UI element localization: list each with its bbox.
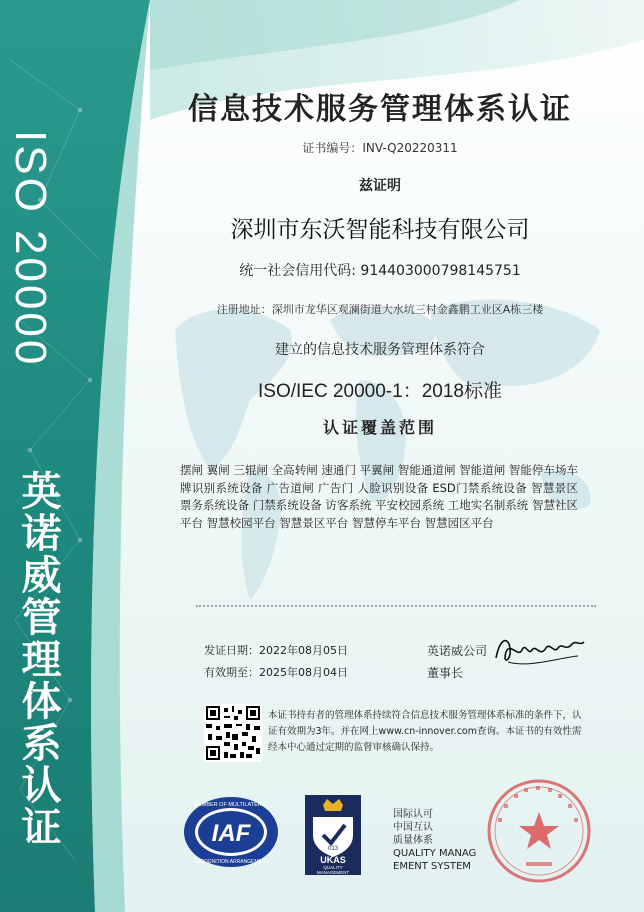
issue-date: 发证日期：2022年08月05日 (204, 644, 348, 657)
sidebar-iso-label: ISO 20000 (6, 130, 55, 368)
scope-title: 认证覆盖范围 (322, 418, 437, 437)
qr-code-icon (204, 704, 262, 762)
registered-address: 注册地址：深圳市龙华区观澜街道大水坑三村金鑫鹏工业区A栋三楼 (216, 303, 544, 316)
certificate-number: 证书编号：INV-Q20220311 (302, 141, 458, 155)
svg-text:RECOGNITION ARRANGEMENT: RECOGNITION ARRANGEMENT (193, 859, 269, 865)
hereby-certify: 兹证明 (359, 178, 401, 194)
scope-text: 摆闸 翼闸 三辊闸 全高转闸 速通门 平翼闸 智能通道闸 智能道闸 智能停车场车牌识别系统设备 广告道闸 广告门 人脸识别设备 ESD门禁系统设备 智慧景区票务系统设备 门禁系统设备 访客系统 平安校园系统 工地实名制系统 智慧社区平台 智慧校园平台 智慧景区平台 智慧停车平台 智慧园区平台 (180, 463, 578, 530)
svg-text:QUALITY: QUALITY (323, 865, 343, 870)
standard-name: ISO/IEC 20000-1：2018标准 (258, 381, 502, 402)
recognition-text: 国际认可 中国互认 质量体系 QUALITY MANAG EMENT SYSTEM (393, 809, 477, 872)
validity-notice: 本证书持有者的管理体系持续符合信息技术服务管理体系标准的条件下，认证有效期为3年。并在网上www.cn-innover.com查询。本证书的有效性需经本中心通过定期的监督审核确认保持。 (268, 710, 582, 753)
official-seal (484, 776, 594, 886)
established-statement: 建立的信息技术服务管理体系符合 (275, 342, 485, 358)
certificate-title: 信息技术服务管理体系认证 (188, 92, 572, 127)
expiry-date: 有效期至：2025年08月04日 (204, 666, 348, 679)
svg-text:MANAGEMENT: MANAGEMENT (316, 870, 350, 875)
credit-code: 统一社会信用代码: 914403000798145751 (239, 263, 521, 279)
svg-text:013: 013 (327, 846, 339, 852)
svg-text:UKAS: UKAS (320, 855, 346, 865)
iaf-logo (182, 795, 280, 869)
ukas-logo (305, 795, 361, 875)
sidebar-org-label: 英诺威管理体系认证 (15, 470, 62, 848)
issuer-org: 英诺威公司 (427, 644, 488, 658)
divider (196, 605, 596, 607)
company-name: 深圳市东沃智能科技有限公司 (230, 217, 530, 243)
signature (488, 628, 588, 673)
issuer-role: 董事长 (427, 666, 464, 680)
svg-text:IAF: IAF (211, 820, 251, 847)
svg-text:MEMBER OF MULTILATERAL: MEMBER OF MULTILATERAL (193, 802, 269, 808)
